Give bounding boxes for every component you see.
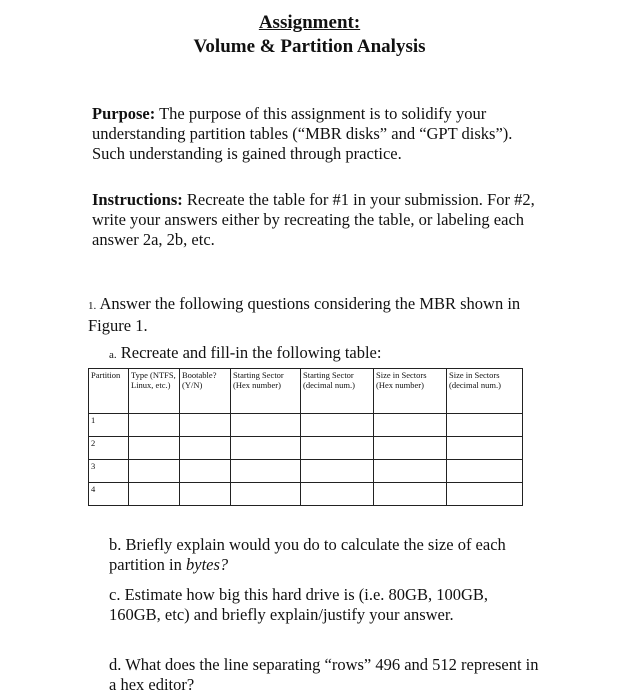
- table-cell: [447, 460, 523, 483]
- table-cell: [129, 460, 180, 483]
- table-row: [89, 437, 523, 460]
- instructions-text: Recreate the table for #1 in your submission. For #2, write your answers either by recreating the table, or labeling each answer 2a, 2b, etc.: [92, 190, 535, 249]
- header-partition: Partition: [89, 369, 129, 414]
- table-cell: [301, 483, 374, 506]
- header-bootable: Bootable? (Y/N): [180, 369, 231, 414]
- question-1a: [109, 343, 381, 365]
- header-size-dec: Size in Sectors (decimal num.): [447, 369, 523, 414]
- table-cell: [374, 437, 447, 460]
- table-cell: [231, 437, 301, 460]
- table-cell: [447, 483, 523, 506]
- table-row: [89, 460, 523, 483]
- table-row: [89, 414, 523, 437]
- header-size-hex: Size in Sectors (Hex number): [374, 369, 447, 414]
- table-cell: [180, 483, 231, 506]
- table-cell: [180, 437, 231, 460]
- table-cell: [301, 414, 374, 437]
- question-1b-text: b. Briefly explain would you do to calculate the size of each partition in: [109, 535, 506, 574]
- table-cell: [129, 483, 180, 506]
- table-cell: [231, 414, 301, 437]
- table-cell: [180, 460, 231, 483]
- partition-table: [88, 368, 523, 506]
- table-cell: [374, 460, 447, 483]
- row-label: 1: [89, 414, 129, 437]
- table-row: [89, 483, 523, 506]
- question-1a-number: a.: [109, 349, 117, 361]
- instructions-label: Instructions:: [92, 190, 183, 209]
- row-label: 4: [89, 483, 129, 506]
- table-cell: [180, 414, 231, 437]
- purpose-label: Purpose:: [92, 104, 156, 123]
- table-cell: [447, 414, 523, 437]
- header-start-hex: Starting Sector (Hex number): [231, 369, 301, 414]
- table-cell: [129, 437, 180, 460]
- table-header-row: [89, 369, 523, 414]
- purpose-paragraph: [92, 104, 537, 164]
- table-cell: [129, 414, 180, 437]
- table-cell: [231, 483, 301, 506]
- purpose-text: The purpose of this assignment is to solidify your understanding partition tables (“MBR disks” and “GPT disks”). Such understanding is gained through practice.: [92, 104, 513, 163]
- question-1-text: Answer the following questions considering the MBR shown in Figure 1.: [88, 294, 521, 335]
- row-label: 2: [89, 437, 129, 460]
- table-cell: [231, 460, 301, 483]
- instructions-paragraph: [92, 190, 537, 250]
- table-cell: [374, 414, 447, 437]
- question-1b-emphasis: bytes?: [186, 555, 229, 574]
- header-type: Type (NTFS, Linux, etc.): [129, 369, 180, 414]
- assignment-subtitle: Volume & Partition Analysis: [193, 36, 426, 57]
- question-1c: c. Estimate how big this hard drive is (i.e. 80GB, 100GB, 160GB, etc) and briefly explain/justify your answer.: [109, 585, 488, 624]
- assignment-title: Assignment:: [258, 12, 361, 33]
- table-cell: [301, 437, 374, 460]
- header-start-dec: Starting Sector (decimal num.): [301, 369, 374, 414]
- question-1: [88, 294, 528, 336]
- table-cell: [447, 437, 523, 460]
- question-1a-text: Recreate and fill-in the following table:: [116, 343, 382, 362]
- table-cell: [374, 483, 447, 506]
- question-1d: d. What does the line separating “rows” 496 and 512 represent in a hex editor?: [109, 655, 539, 694]
- table-cell: [301, 460, 374, 483]
- row-label: 3: [89, 460, 129, 483]
- question-1-number: 1.: [88, 300, 97, 312]
- question-1b: [109, 535, 539, 575]
